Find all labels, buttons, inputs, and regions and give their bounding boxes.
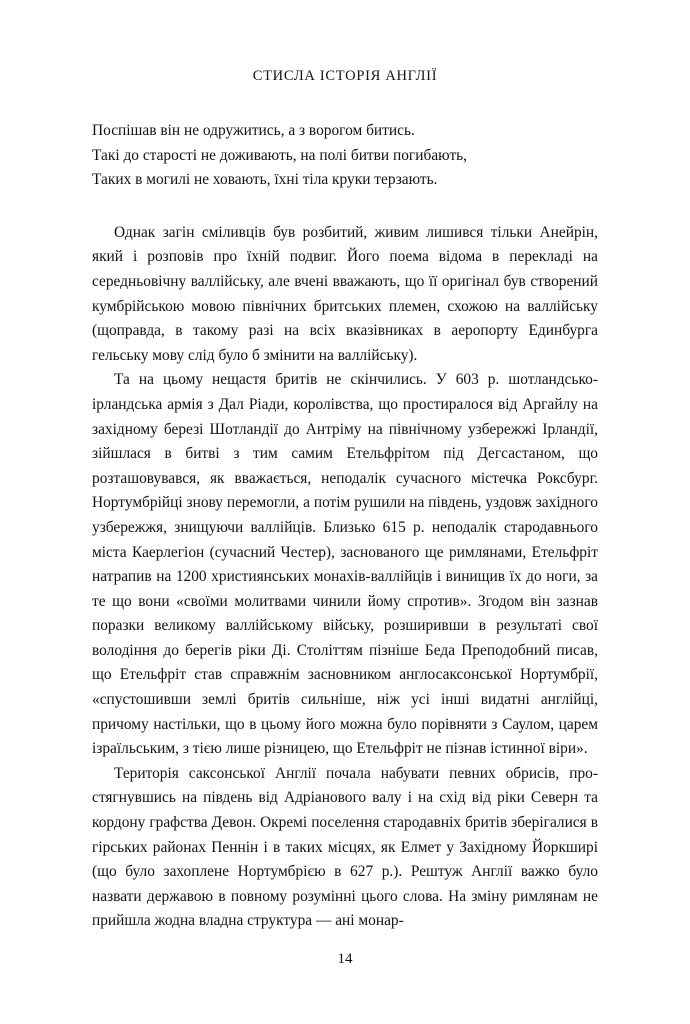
verse-line: Такі до старості не доживають, на полі битви погибають, — [92, 146, 468, 164]
body-paragraph: Територія саксонської Англії почала набувати певних обрисів, простягнувшись на південь від Адріанового валу і на схід від ріки Северн та кордону графства Девон. Окремі поселення стародавніх бритів зберігалися в гірських районах Пеннін і в таких місцях, як Елмет у Західному Йоркширі (що було захоплене Нортумбрією в 627 р.). Рештуж Англії важко було назвати державою в повному розумінні цього слова. На зміну римлянам не прийшла жодна владна структура — ані монар- — [92, 764, 598, 930]
verse-line: Поспішав він не одружитись, а з ворогом битись. — [92, 122, 415, 139]
running-head: СТИСЛА ІСТОРІЯ АНГЛІЇ — [252, 68, 438, 84]
body-paragraph: Однак загін сміливців був розбитий, живим лишився тільки Анейрін, який і розповів про їхній подвиг. Його поема відома в перекладі на середньовічну валлійську, але вчені вважають, що її оригінал був створений кумбрійською мовою північних бритських племен, схожою на валлійську (щоправда, в такому разі на всіх вказівниках в аеропорту Единбурга гельську мову слід було б змінити на валлійську). — [92, 223, 598, 364]
page-number: 14 — [337, 951, 353, 967]
verse-block — [92, 119, 598, 193]
verse-line: Таких в могилі не ховають, їхні тіла круки терзають. — [92, 171, 438, 189]
body-paragraph: Та на цьому нещастя бритів не скінчились. У 603 р. шотландсько-ірландська армія з Дал Ріади, королівства, що простиралося від Аргайлу на західному березі Шотландії до Антріму на північному узбережжі Ірландії, зійшлася в битві з тим самим Етельфрітом під Дегсастаном, що розташовувався, як вважається, неподалік сучасного містечка Роксбург. Нортумбрійці знову перемогли, а потім рушили на південь, уздовж західного узбережжя, знищуючи валлійців. Близько 615 р. неподалік стародавнього міста Каерлегіон (сучасний Честер), заснованого ще римлянами, Етельфріт натрапив на 1200 християнських монахів-валлійців і винищив їх до ноги, за те що вони «своїми молитвами чинили йому спротив». Згодом він зазнав поразки великому валлійському війську, розширивши в результаті свої володіння до берегів ріки Ді. Століттям пізніше Беда Преподобний писав, що Етельфріт став справжнім засновником англосаксонської Нортумбрії, «спустошивши землі бритів сильніше, ніж усі інші видатні англійці, причому настільки, що в цьому його можна було порівняти з Саулом, царем ізраїльським, з тією лише різницею, що Етельфріт не пізнав істинної віри». — [92, 371, 598, 758]
